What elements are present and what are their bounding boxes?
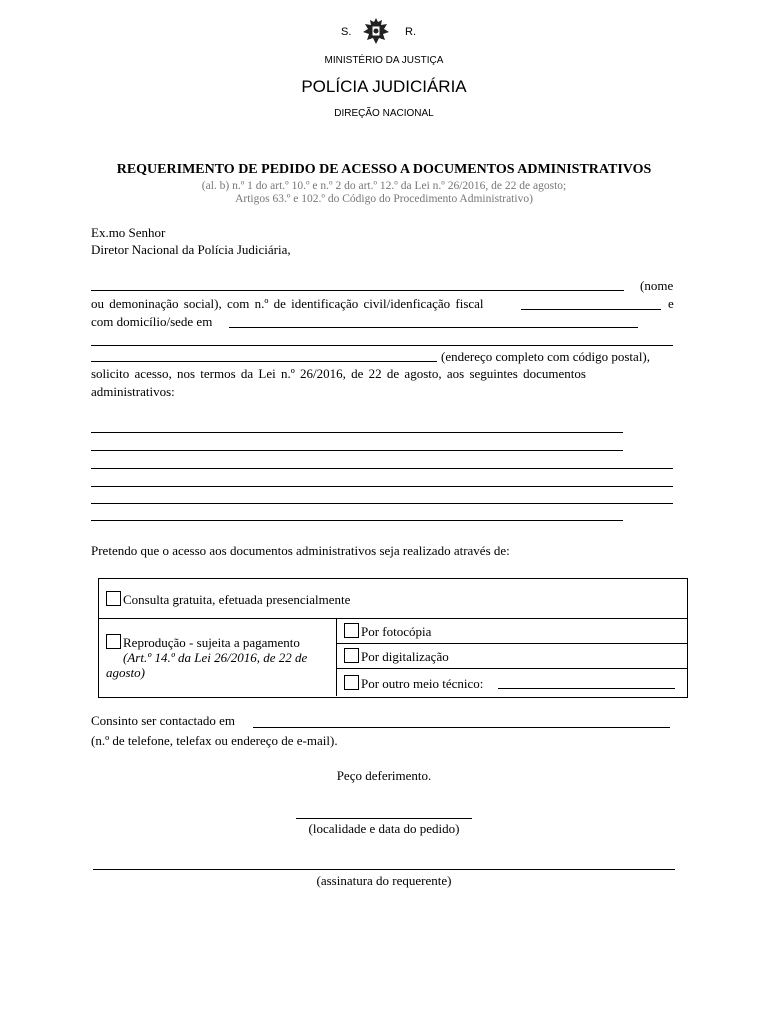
access-intro: Pretendo que o acesso aos documentos administrativos seja realizado através de: [91, 543, 510, 558]
request-text: solicito acesso, nos termos da Lei n.º 26/2016, de 22 de agosto, aos seguintes documentos [91, 366, 586, 381]
paid-note-line-2: agosto) [106, 665, 145, 680]
coat-of-arms-icon [361, 16, 391, 46]
checkbox[interactable] [344, 675, 359, 690]
checkbox[interactable] [106, 591, 121, 606]
checkbox[interactable] [344, 648, 359, 663]
table-divider [336, 643, 687, 644]
documents-field-line[interactable] [91, 432, 623, 433]
request-closing: Peço deferimento. [336, 768, 432, 783]
contact-field-line[interactable] [253, 727, 670, 728]
documents-field-line[interactable] [91, 520, 623, 521]
place-date-field-line[interactable] [296, 818, 472, 819]
name-field-line[interactable] [91, 290, 624, 291]
table-divider [336, 618, 337, 696]
option-paid-label: Reprodução - sujeita a pagamento [123, 635, 300, 650]
identification-text: ou demoninação social), com n.º de identificação civil/idenficação fiscal [91, 296, 484, 311]
address-field-line-1[interactable] [91, 345, 673, 346]
documents-field-line[interactable] [91, 486, 673, 487]
checkbox[interactable] [106, 634, 121, 649]
contact-note: (n.º de telefone, telefax ou endereço de e-mail). [91, 733, 338, 748]
documents-field-line[interactable] [91, 468, 673, 469]
salutation-line-2: Diretor Nacional da Polícia Judiciária, [91, 242, 291, 257]
documents-field-line[interactable] [91, 450, 623, 451]
legal-reference-line-2: Artigos 63.º e 102.º do Código do Procedimento Administrativo) [235, 193, 533, 205]
option-free-label: Consulta gratuita, efetuada presencialmente [123, 592, 351, 607]
checkbox[interactable] [344, 623, 359, 638]
documents-field-line[interactable] [91, 503, 673, 504]
tax-id-field-line[interactable] [521, 309, 661, 310]
police-name: POLÍCIA JUDICIÁRIA [301, 77, 467, 96]
domicile-label: com domicílio/sede em [91, 314, 213, 329]
name-label: (nome [640, 278, 674, 293]
signature-field-line[interactable] [93, 869, 675, 870]
option-other-label: Por outro meio técnico: [361, 676, 484, 691]
domicile-field-line[interactable] [229, 327, 638, 328]
option-photocopy-label: Por fotocópia [361, 624, 432, 639]
salutation-line-1: Ex.mo Senhor [91, 225, 166, 240]
request-text-end: administrativos: [91, 384, 175, 399]
option-digitization[interactable] [344, 648, 449, 665]
r-letter: R. [405, 26, 416, 38]
option-paid-reproduction[interactable] [106, 634, 300, 651]
paid-note-line-1: (Art.º 14.º da Lei 26/2016, de 22 de [123, 650, 308, 665]
ministry-name: MINISTÉRIO DA JUSTIÇA [324, 55, 444, 66]
s-letter: S. [341, 26, 352, 38]
option-free-consultation[interactable] [106, 591, 350, 608]
legal-reference-line-1: (al. b) n.º 1 do art.º 10.º e n.º 2 do art.º 12.º da Lei n.º 26/2016, de 22 de agosto; [201, 180, 567, 192]
table-divider [98, 618, 687, 619]
option-photocopy[interactable] [344, 623, 431, 640]
table-divider [336, 668, 687, 669]
signature-label: (assinatura do requerente) [316, 873, 452, 888]
address-field-line-2[interactable] [91, 361, 437, 362]
address-label: (endereço completo com código postal), [441, 349, 651, 364]
direction-name: DIREÇÃO NACIONAL [334, 108, 434, 119]
option-other-means[interactable] [344, 675, 483, 692]
form-title: REQUERIMENTO DE PEDIDO DE ACESSO A DOCUMENTOS ADMINISTRATIVOS [116, 162, 652, 177]
contact-label: Consinto ser contactado em [91, 713, 236, 728]
option-digitization-label: Por digitalização [361, 649, 449, 664]
other-means-field-line[interactable] [498, 688, 675, 689]
identification-end: e [668, 296, 674, 311]
place-date-label: (localidade e data do pedido) [308, 821, 460, 836]
